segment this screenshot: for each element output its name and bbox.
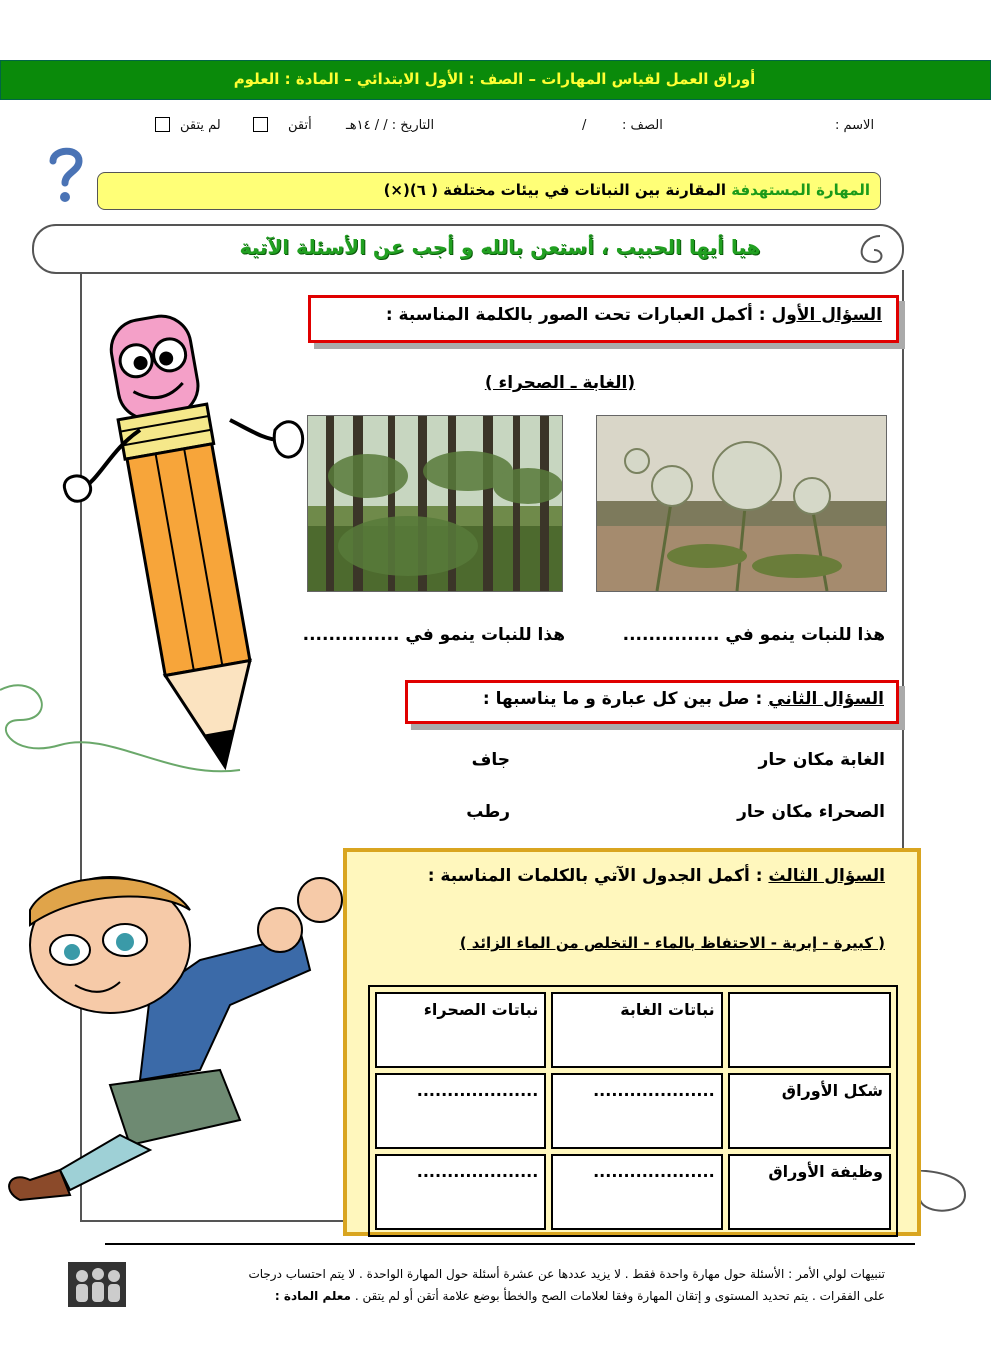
q2-row <box>410 689 884 709</box>
footer-line-2-text: على الفقرات . يتم تحديد المستوى و إتقان المهارة وفقا لعلامات الصح والخطأ بوضع علامة أتقن أو لم يتقن . <box>354 1289 885 1303</box>
q3-title: السؤال الثالث <box>768 866 885 886</box>
answer-blank[interactable]: .................... <box>375 1154 546 1230</box>
skill-row <box>110 172 870 208</box>
answer-blank[interactable]: .................... <box>551 1073 722 1149</box>
pencil-character <box>60 290 310 790</box>
table-header-forest: نباتات الغابة <box>551 992 722 1068</box>
date-label: التاريخ : / / ١٤هـ <box>346 118 435 133</box>
not-mastered-checkbox[interactable] <box>155 117 170 132</box>
q2-row2-match: رطب <box>466 802 510 822</box>
grade-label: الصف : <box>622 118 663 133</box>
table-cell <box>728 992 891 1068</box>
footer-line-2 <box>130 1285 885 1307</box>
boy-character <box>0 870 360 1220</box>
header-title: أوراق العمل لقياس المهارات – الصف : الأول الابتدائي – المادة : العلوم <box>233 70 756 88</box>
grade-slash: / <box>582 118 587 133</box>
answer-blank[interactable]: .................... <box>551 1154 722 1230</box>
teacher-label: معلم المادة : <box>274 1289 351 1303</box>
q2-title: السؤال الثاني <box>768 689 884 709</box>
q3-text: : أكمل الجدول الآتي بالكلمات المناسبة : <box>427 866 763 886</box>
q1-choices: (الغابة ـ الصحراء ) <box>484 373 636 393</box>
skill-text: المقارنة بين النباتات في بيئات مختلفة ( ٦)(×) <box>383 181 726 199</box>
q2-row2-statement: الصحراء مكان حار <box>737 802 885 822</box>
forest-photo <box>307 415 563 592</box>
q2-row1-statement: الغابة مكان حار <box>758 750 885 770</box>
footer-divider <box>105 1243 915 1245</box>
thistle-photo <box>596 415 887 592</box>
q2-row1-match: جاف <box>471 750 510 770</box>
skill-label: المهارة المستهدفة <box>731 181 870 199</box>
footer-line-1: تنبيهات لولي الأمر : الأسئلة حول مهارة واحدة فقط . لا يزيد عددها عن عشرة أسئلة حول المهارة الواحدة . لا يتم احتساب درجات <box>248 1267 885 1281</box>
footer-notes <box>130 1263 885 1307</box>
table-row <box>375 1154 891 1230</box>
q1-text: : أكمل العبارات تحت الصور بالكلمة المناسبة : <box>385 305 766 325</box>
q3-choices: ( كبيرة - إبرية - الاحتفاظ بالماء - التخلص من الماء الزائد ) <box>459 934 885 952</box>
row-label-leaf-shape: شكل الأوراق <box>728 1073 891 1149</box>
q1-sentence-left: هذا للنبات ينمو في ............... <box>302 625 565 645</box>
table-row <box>375 992 891 1068</box>
q2-text: : صل بين كل عبارة و ما يناسبها : <box>482 689 763 709</box>
table-row <box>375 1073 891 1149</box>
answer-blank[interactable]: .................... <box>375 1073 546 1149</box>
mastered-checkbox[interactable] <box>253 117 268 132</box>
not-mastered-label: لم يتقن <box>180 118 221 133</box>
q1-row <box>312 305 882 325</box>
mastered-label: أتقن <box>288 118 312 133</box>
banner-title: هيا أيها الحبيب ، أستعن بالله و أجب عن الأسئلة الآتية <box>239 235 761 259</box>
name-label: الاسم : <box>835 118 875 133</box>
table-header-desert: نباتات الصحراء <box>375 992 546 1068</box>
people-logo-icon <box>68 1262 126 1307</box>
q3-row <box>355 866 885 886</box>
question-mark-icon <box>45 145 85 207</box>
q1-title: السؤال الأول <box>771 305 882 325</box>
row-label-leaf-function: وظيفة الأوراق <box>728 1154 891 1230</box>
q3-table <box>368 985 898 1237</box>
q1-sentence-right: هذا للنبات ينمو في ............... <box>622 625 885 645</box>
